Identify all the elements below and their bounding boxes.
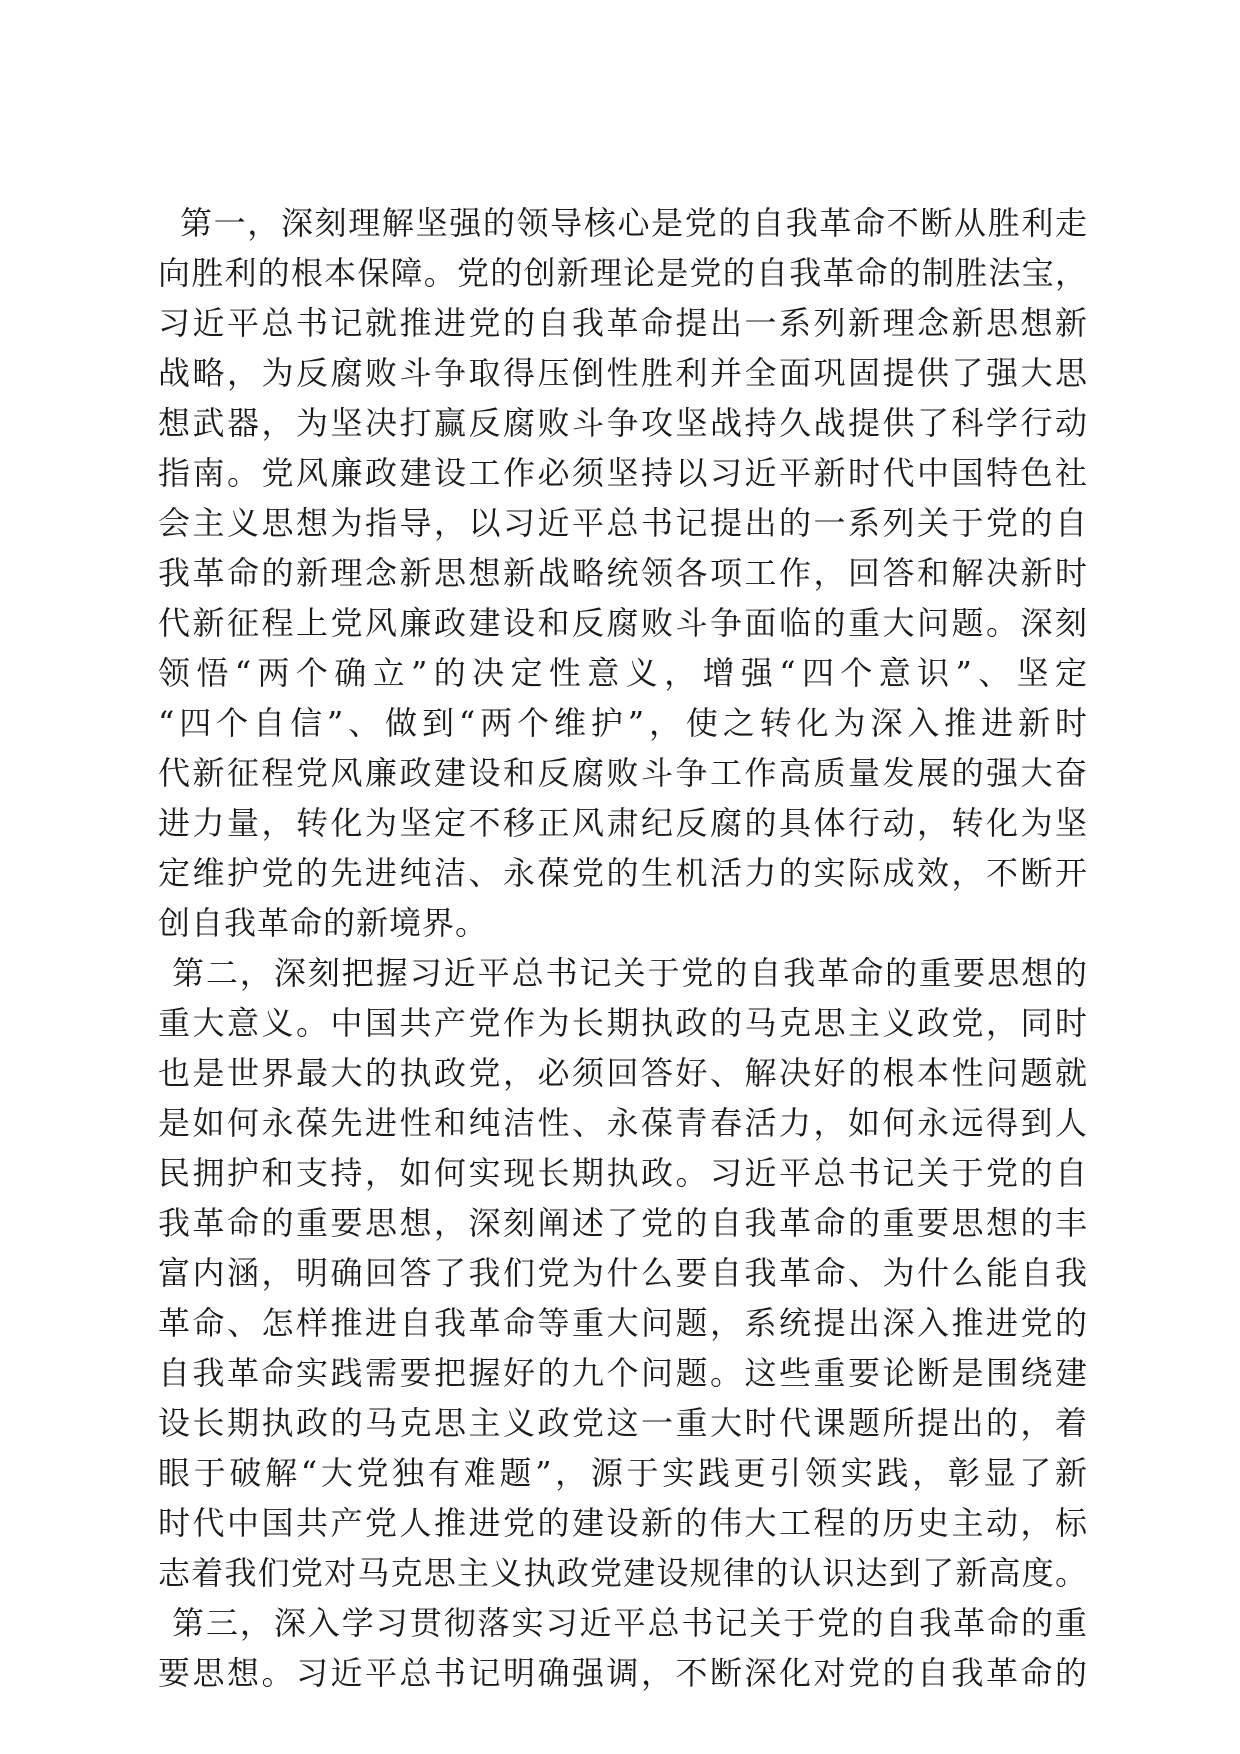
- paragraph-3: [158, 1598, 1088, 1698]
- text-line: 想武器，为坚决打赢反腐败斗争攻坚战持久战提供了科学行动: [158, 404, 1088, 442]
- text-line: 眼于破解“大党独有难题”，源于实践更引领实践，彰显了新: [158, 1454, 1088, 1492]
- text-line: 是如何永葆先进性和纯洁性、永葆青春活力，如何永远得到人: [158, 1104, 1088, 1142]
- text-line: 第一，深刻理解坚强的领导核心是党的自我革命不断从胜利走: [180, 204, 1088, 242]
- text-line: 民拥护和支持，如何实现长期执政。习近平总书记关于党的自: [158, 1154, 1088, 1192]
- text-line: 我革命的重要思想，深刻阐述了党的自我革命的重要思想的丰: [158, 1204, 1088, 1242]
- text-line: 第三，深入学习贯彻落实习近平总书记关于党的自我革命的重: [172, 1604, 1088, 1642]
- text-line: 指南。党风廉政建设工作必须坚持以习近平新时代中国特色社: [158, 454, 1088, 492]
- text-line: 革命、怎样推进自我革命等重大问题，系统提出深入推进党的: [158, 1304, 1088, 1342]
- text-line: 创自我革命的新境界。: [158, 904, 489, 942]
- text-line: 志着我们党对马克思主义执政党建设规律的认识达到了新高度。: [158, 1554, 1088, 1592]
- text-line: 富内涵，明确回答了我们党为什么要自我革命、为什么能自我: [158, 1254, 1088, 1292]
- text-line: 要思想。习近平总书记明确强调，不断深化对党的自我革命的: [158, 1654, 1088, 1692]
- text-line: “四个自信”、做到“两个维护”，使之转化为深入推进新时: [158, 704, 1088, 742]
- text-line: 会主义思想为指导，以习近平总书记提出的一系列关于党的自: [158, 504, 1088, 542]
- text-line: 第二，深刻把握习近平总书记关于党的自我革命的重要思想的: [172, 954, 1088, 992]
- text-line: 进力量，转化为坚定不移正风肃纪反腐的具体行动，转化为坚: [158, 804, 1088, 842]
- text-line: 也是世界最大的执政党，必须回答好、解决好的根本性问题就: [158, 1054, 1088, 1092]
- paragraph-1: [158, 198, 1088, 948]
- document-body: [158, 198, 1088, 1698]
- text-line: 定维护党的先进纯洁、永葆党的生机活力的实际成效，不断开: [158, 854, 1088, 892]
- text-line: 我革命的新理念新思想新战略统领各项工作，回答和解决新时: [158, 554, 1088, 592]
- text-line: 代新征程党风廉政建设和反腐败斗争工作高质量发展的强大奋: [158, 754, 1088, 792]
- text-line: 领悟“两个确立”的决定性意义，增强“四个意识”、坚定: [158, 654, 1088, 692]
- text-line: 向胜利的根本保障。党的创新理论是党的自我革命的制胜法宝，: [158, 254, 1088, 292]
- text-line: 习近平总书记就推进党的自我革命提出一系列新理念新思想新: [158, 304, 1088, 342]
- paragraph-2: [158, 948, 1088, 1598]
- text-line: 时代中国共产党人推进党的建设新的伟大工程的历史主动，标: [158, 1504, 1088, 1542]
- text-line: 设长期执政的马克思主义政党这一重大时代课题所提出的，着: [158, 1404, 1088, 1442]
- text-line: 自我革命实践需要把握好的九个问题。这些重要论断是围绕建: [158, 1354, 1088, 1392]
- text-line: 重大意义。中国共产党作为长期执政的马克思主义政党，同时: [158, 1004, 1088, 1042]
- text-line: 战略，为反腐败斗争取得压倒性胜利并全面巩固提供了强大思: [158, 354, 1088, 392]
- text-line: 代新征程上党风廉政建设和反腐败斗争面临的重大问题。深刻: [158, 604, 1088, 642]
